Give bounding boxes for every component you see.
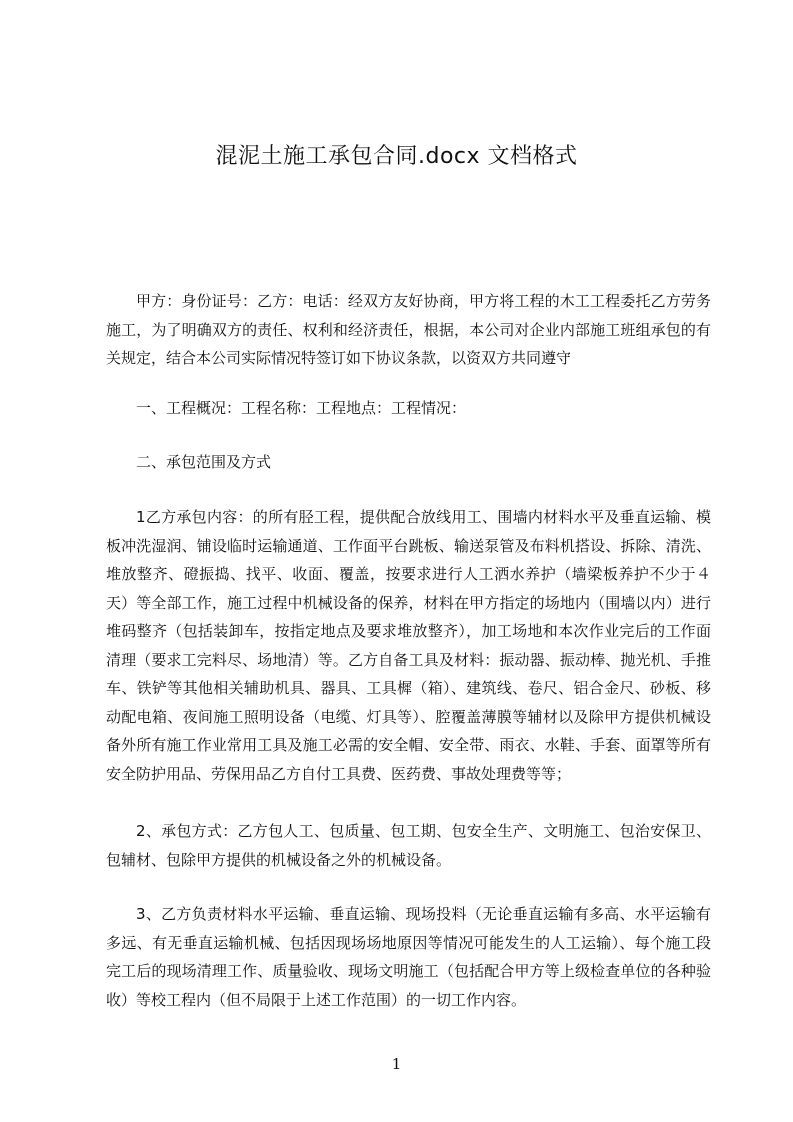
document-title: 混泥土施工承包合同.docx 文档格式: [215, 144, 578, 169]
page-number: 1: [391, 1055, 402, 1073]
clause-3-paragraph: 3、乙方负责材料水平运输、垂直运输、现场投料（无论垂直运输有多高、水平运输有多远、有无垂直运输机械、包括因现场场地原因等情况可能发生的人工运输）、每个施工段完工后的现场清理工作、质量验收、现场文明施工（包括配合甲方等上级检查单位的各种验收）等校工程内（但不局限于上述工作范围）的一切工作内容。: [106, 905, 711, 1009]
section-heading-contract-scope: 二、承包范围及方式: [136, 453, 272, 471]
section-heading-project-overview: 一、工程概况：工程名称：工程地点：工程情况：: [136, 399, 467, 417]
clause-2-paragraph: 2、承包方式：乙方包人工、包质量、包工期、包安全生产、文明施工、包治安保卫、包辅材、包除甲方提供的机械设备之外的机械设备。: [106, 822, 711, 869]
intro-paragraph: 甲方：身份证号：乙方：电话：经双方友好协商，甲方将工程的木工工程委托乙方劳务施工，为了明确双方的责任、权利和经济责任，根据，本公司对企业内部施工班组承包的有关规定，结合本公司实际情况特签订如下协议条款，以资双方共同遵守: [106, 292, 711, 367]
clause-1-paragraph: 1乙方承包内容：的所有胫工程，提供配合放线用工、围墙内材料水平及垂直运输、模板冲洗湿润、铺设临时运输通道、工作面平台跳板、输送泵管及布料机搭设、拆除、清洗、堆放整齐、磴振捣、找平、收面、覆盖，按要求进行人工洒水养护（墙梁板养护不少于４天）等全部工作，施工过程中机械设备的保养，材料在甲方指定的场地内（围墙以内）进行堆码整齐（包括装卸车，按指定地点及要求堆放整齐），加工场地和本次作业完后的工作面清理（要求工完料尽、场地清）等。乙方自备工具及材料：振动器、振动棒、抛光机、手推车、铁铲等其他相关辅助机具、器具、工具樨（箱）、建筑线、卷尺、铝合金尺、砂板、移动配电箱、夜间施工照明设备（电缆、灯具等）、腔覆盖薄膜等辅材以及除甲方提供机械设备外所有施工作业常用工具及施工必需的安全帽、安全带、雨衣、水鞋、手套、面罩等所有安全防护用品、劳保用品乙方自付工具费、医药费、事故处理费等等；: [106, 508, 711, 783]
